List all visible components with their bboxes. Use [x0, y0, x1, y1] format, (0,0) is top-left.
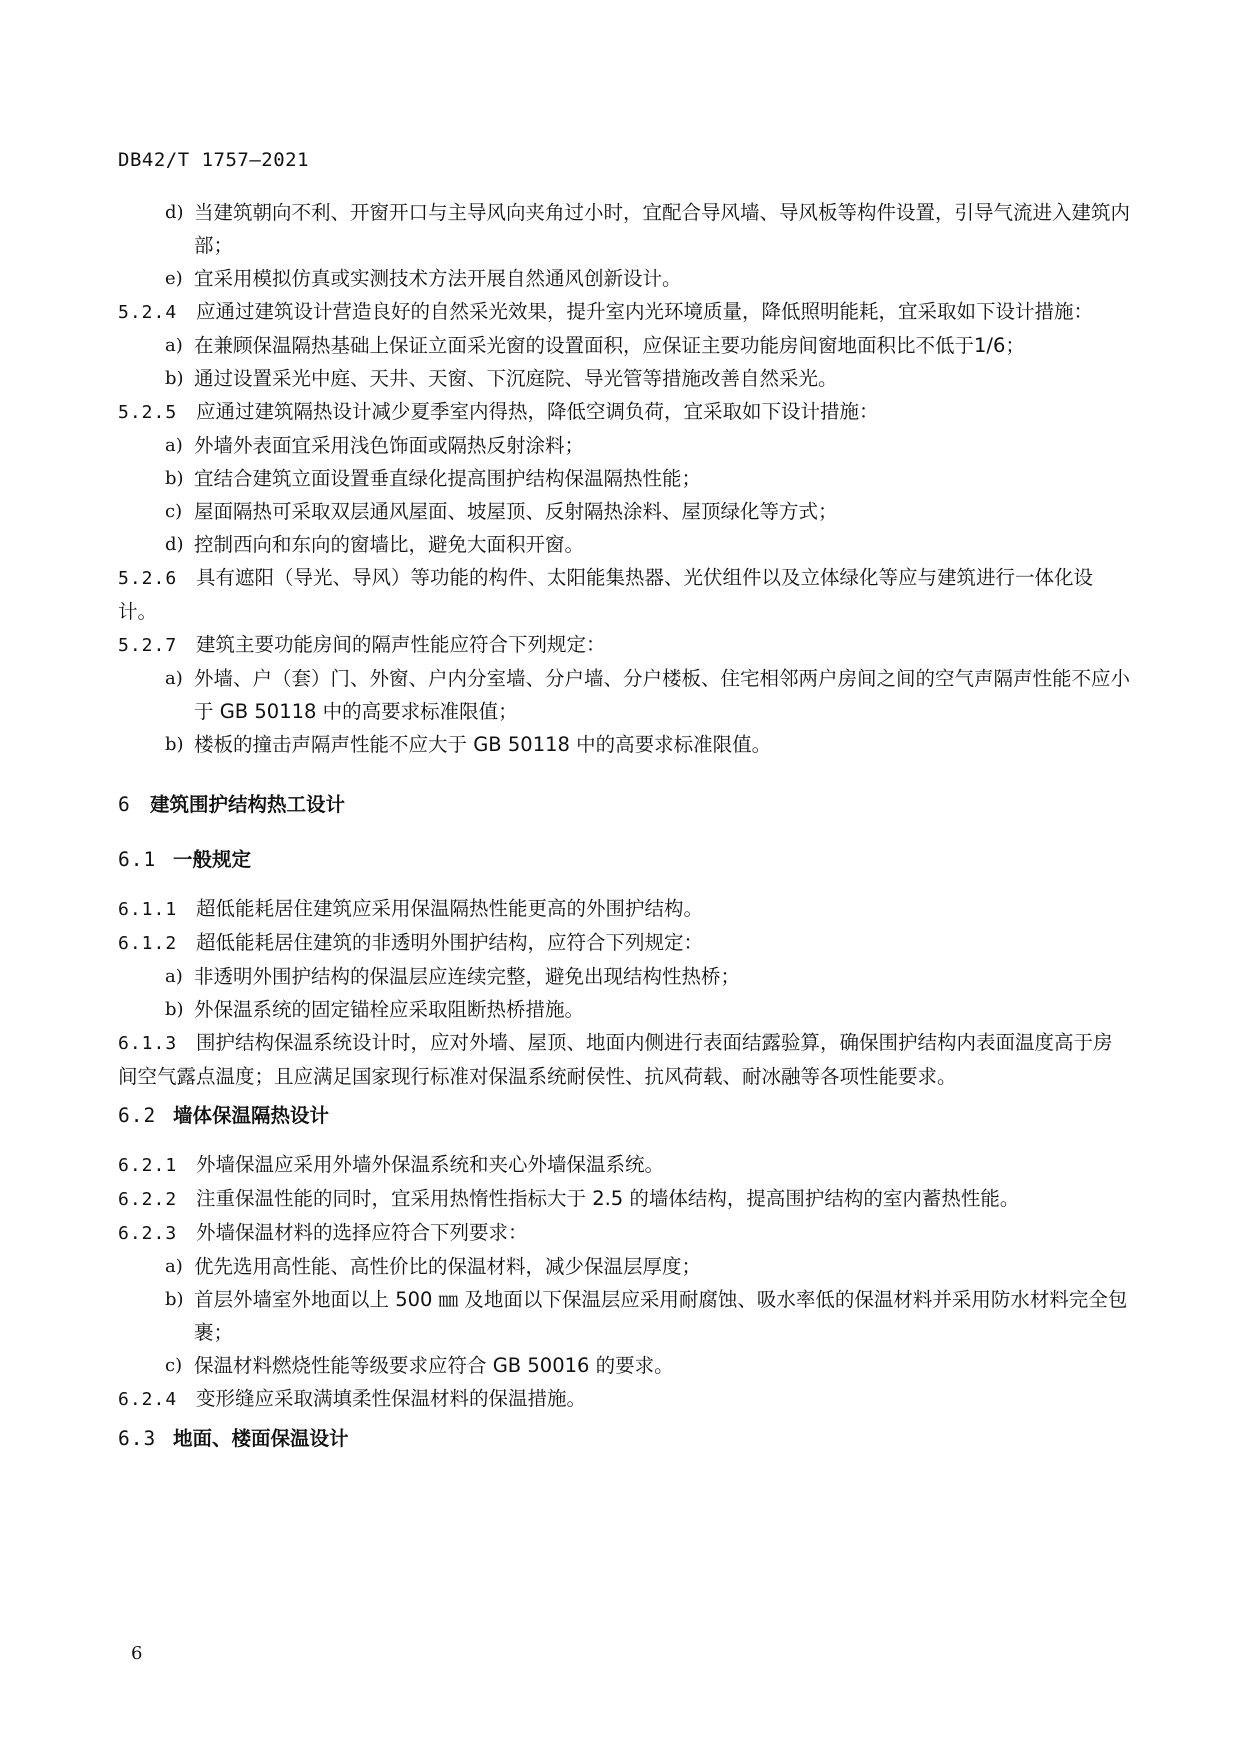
list-marker: b) [165, 999, 184, 1020]
clause-number: 5.2.4 [118, 302, 178, 323]
list-marker: d) [165, 202, 184, 223]
standard-code-header: DB42/T 1757—2021 [118, 149, 310, 171]
list-item-text: 屋面隔热可采取双层通风屋面、坡屋顶、反射隔热涂料、屋顶绿化等方式； [194, 500, 838, 523]
list-item-text: 当建筑朝向不利、开窗开口与主导风向夹角过小时，宜配合导风墙、导风板等构件设置，引导气流进入建筑内部； [194, 201, 1131, 257]
clause-number: 6.2.3 [118, 1223, 178, 1244]
list-item-text: 优先选用高性能、高性价比的保温材料，减少保温层厚度； [194, 1255, 702, 1278]
page-number: 6 [131, 1643, 143, 1664]
clause [118, 926, 1130, 960]
clause [118, 892, 1130, 926]
clause-text: 变形缝应采取满填柔性保温材料的保温措施。 [196, 1387, 587, 1410]
list-item-text: 外墙、户（套）门、外窗、户内分室墙、分户墙、分户楼板、住宅相邻两户房间之间的空气声隔声性能不应小于 GB 50118 中的高要求标准限值； [194, 667, 1131, 723]
clause-number: 5.2.5 [118, 402, 178, 423]
clause-text: 具有遮阳（导光、导风）等功能的构件、太阳能集热器、光伏组件以及立体绿化等应与建筑进行一体化设计。 [118, 566, 1094, 623]
list-item-text: 首层外墙室外地面以上 500 ㎜ 及地面以下保温层应采用耐腐蚀、吸水率低的保温材料并采用防水材料完全包裹； [194, 1288, 1128, 1344]
list-item [118, 362, 1130, 395]
clause-text: 外墙保温材料的选择应符合下列要求： [196, 1221, 528, 1244]
clause-text: 超低能耗居住建筑应采用保温隔热性能更高的外围护结构。 [196, 897, 704, 920]
clause [118, 1026, 1130, 1093]
heading-number: 6.2 [118, 1104, 157, 1127]
list-item [118, 993, 1130, 1026]
clause [118, 561, 1130, 628]
list-item [118, 528, 1130, 561]
clause-number: 6.2.4 [118, 1389, 178, 1410]
list-item-text: 楼板的撞击声隔声性能不应大于 GB 50118 中的高要求标准限值。 [194, 733, 772, 756]
heading-number: 6.1 [118, 848, 157, 871]
heading-text: 一般规定 [173, 848, 252, 871]
clause-number: 5.2.7 [118, 635, 178, 656]
clause-text: 应通过建筑设计营造良好的自然采光效果，提升室内光环境质量，降低照明能耗，宜采取如下设计措施： [196, 300, 1094, 323]
clause-text: 超低能耗居住建筑的非透明外围护结构，应符合下列规定： [196, 931, 704, 954]
clause-number: 6.1.3 [118, 1033, 178, 1054]
list-item [118, 462, 1130, 495]
list-marker: a) [165, 335, 183, 356]
list-item-text: 外保温系统的固定锚栓应采取阻断热桥措施。 [194, 998, 585, 1021]
list-marker: e) [165, 268, 183, 289]
chapter-heading [118, 788, 1130, 821]
clause-number: 6.1.1 [118, 899, 178, 920]
heading-text: 墙体保温隔热设计 [173, 1104, 330, 1127]
clause [118, 1148, 1130, 1182]
section-heading [118, 1422, 1130, 1455]
list-marker: b) [165, 734, 184, 755]
clause-text: 外墙保温应采用外墙外保温系统和夹心外墙保温系统。 [196, 1153, 665, 1176]
clause-number: 6.2.1 [118, 1155, 178, 1176]
clause [118, 1182, 1130, 1216]
clause [118, 1382, 1130, 1416]
list-marker: a) [165, 966, 183, 987]
list-item [118, 262, 1130, 295]
list-item-text: 在兼顾保温隔热基础上保证立面采光窗的设置面积，应保证主要功能房间窗地面积比不低于1/6； [194, 334, 1025, 357]
list-item [118, 429, 1130, 462]
section-heading [118, 1099, 1130, 1132]
list-marker: d) [165, 534, 184, 555]
list-item [118, 329, 1130, 362]
clause-text: 注重保温性能的同时，宜采用热惰性指标大于 2.5 的墙体结构，提高围护结构的室内蓄热性能。 [196, 1187, 1020, 1210]
list-item [118, 495, 1130, 528]
clause [118, 1216, 1130, 1250]
document-body [118, 196, 1130, 1471]
list-item [118, 1283, 1130, 1349]
heading-number: 6.3 [118, 1427, 157, 1450]
clause-number: 5.2.6 [118, 568, 178, 589]
heading-text: 建筑围护结构热工设计 [150, 793, 346, 816]
list-item-text: 非透明外围护结构的保温层应连续完整，避免出现结构性热桥； [194, 965, 741, 988]
list-item-text: 控制西向和东向的窗墙比，避免大面积开窗。 [194, 533, 585, 556]
list-marker: a) [165, 668, 183, 689]
list-item-text: 外墙外表面宜采用浅色饰面或隔热反射涂料； [194, 434, 585, 457]
clause [118, 295, 1130, 329]
clause-number: 6.2.2 [118, 1189, 178, 1210]
heading-number: 6 [118, 793, 130, 816]
list-item-text: 宜结合建筑立面设置垂直绿化提高围护结构保温隔热性能； [194, 467, 702, 490]
list-marker: b) [165, 1289, 184, 1310]
list-item-text: 宜采用模拟仿真或实测技术方法开展自然通风创新设计。 [194, 267, 682, 290]
list-item-text: 保温材料燃烧性能等级要求应符合 GB 50016 的要求。 [194, 1354, 674, 1377]
list-marker: a) [165, 435, 183, 456]
list-item [118, 662, 1130, 728]
list-marker: b) [165, 368, 184, 389]
clause [118, 628, 1130, 662]
heading-text: 地面、楼面保温设计 [173, 1427, 349, 1450]
clause-number: 6.1.2 [118, 933, 178, 954]
list-marker: b) [165, 468, 184, 489]
clause [118, 395, 1130, 429]
clause-text: 应通过建筑隔热设计减少夏季室内得热，降低空调负荷，宜采取如下设计措施： [196, 400, 879, 423]
clause-text: 围护结构保温系统设计时，应对外墙、屋顶、地面内侧进行表面结露验算，确保围护结构内表面温度高于房间空气露点温度；且应满足国家现行标准对保温系统耐侯性、抗风荷载、耐冰融等各项性能要求。 [118, 1031, 1113, 1088]
list-item [118, 1250, 1130, 1283]
section-heading [118, 843, 1130, 876]
list-marker: c) [165, 1355, 183, 1376]
list-item [118, 728, 1130, 761]
list-item-text: 通过设置采光中庭、天井、天窗、下沉庭院、导光管等措施改善自然采光。 [194, 367, 838, 390]
list-item [118, 1349, 1130, 1382]
list-item [118, 960, 1130, 993]
clause-text: 建筑主要功能房间的隔声性能应符合下列规定： [196, 633, 606, 656]
list-item [118, 196, 1130, 262]
list-marker: a) [165, 1256, 183, 1277]
list-marker: c) [165, 501, 183, 522]
